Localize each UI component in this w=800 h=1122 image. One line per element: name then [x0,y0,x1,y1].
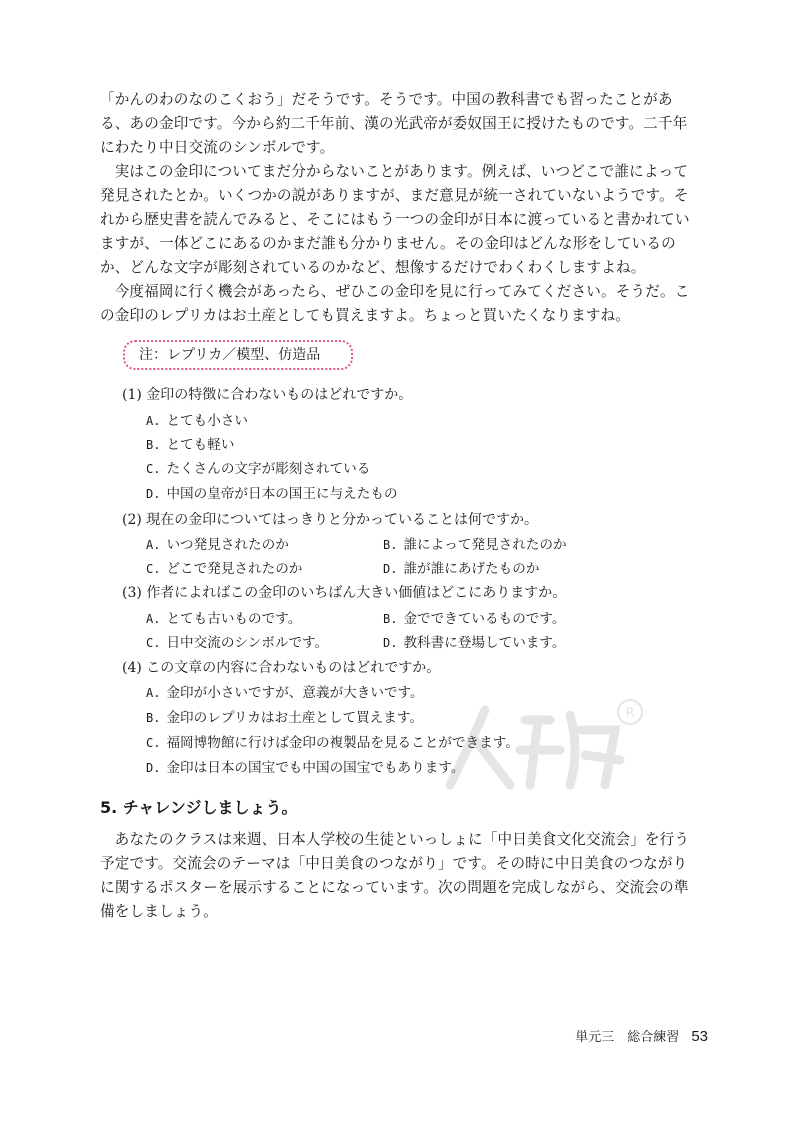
vocabulary-note: 注：レプリカ／模型、仿造品 [123,340,353,370]
passage-paragraph-3: 今度福岡に行く機会があったら、ぜひこの金印を見に行ってみてください。そうだ。この金印のレプリカはお土産としても買えますよ。ちょっと買いたくなりますね。 [100,283,690,324]
passage-paragraph-2: 実はこの金印についてまだ分からないことがあります。例えば、いつどこで誰によって発見されたとか。いくつかの説がありますが、まだ意見が統一されていないようです。それから歴史書を読んでみると、そこにはもう一つの金印が日本に渡っていると書かれていますが、一体どこにあるのかまだ誰も分かりません。その金印はどんな形をしているのか、どんな文字が彫刻されているのかなど、想像するだけでわくわくしますよね。 [100,163,690,276]
question-4: (4) この文章の内容に合わないものはどれですか。 [122,660,441,676]
q3-option-c: C. 日中交流のシンボルです。 [146,635,329,651]
q1-option-b: B. とても軽い [146,437,235,453]
q1-option-a: A. とても小さい [146,413,249,429]
q4-option-d: D. 金印は日本の国宝でも中国の国宝でもあります。 [146,760,465,776]
q3-option-a: A. とても古いものです。 [146,611,302,627]
q3-option-d: D. 教科書に登場しています。 [383,635,566,651]
section-5-instructions: あなたのクラスは来週、日本人学校の生徒といっしょに「中日美食文化交流会」を行う予定です。交流会のテーマは「中日美食のつながり」です。その時に中日美食のつながりに関するポスターを展示することになっています。次の問題を完成しながら、交流会の準備をしましょう。 [100,831,690,920]
q2-option-d: D. 誰が誰にあげたものか [383,561,540,577]
q2-option-c: C. どこで発見されたのか [146,561,303,577]
q4-option-c: C. 福岡博物館に行けば金印の複製品を見ることができます。 [146,735,519,751]
q2-option-a: A. いつ発見されたのか [146,537,289,553]
q4-option-b: B. 金印のレプリカはお土産として買えます。 [146,710,423,726]
question-2: (2) 現在の金印についてはっきりと分かっていることは何ですか。 [122,512,538,528]
q1-option-d: D. 中国の皇帝が日本の国王に与えたもの [146,486,398,502]
publisher-logo-watermark-icon [430,690,670,800]
q3-option-b: B. 金でできているものです。 [383,611,566,627]
q2-option-b: B. 誰によって発見されたのか [383,537,567,553]
q1-option-c: C. たくさんの文字が彫刻されている [146,461,371,477]
unit-label: 単元三 総合練習 [575,1030,680,1045]
question-1: (1) 金印の特徴に合わないものはどれですか。 [122,387,413,403]
svg-text:R: R [625,706,635,721]
page-footer [575,1027,708,1048]
q4-option-a: A. 金印が小さいですが、意義が大きいです。 [146,685,424,701]
section-5-title: 5. チャレンジしましょう。 [100,798,298,817]
passage-paragraph-1: 「かんのわのなのこくおう」だそうです。そうです。中国の教科書でも習ったことがある、あの金印です。今から約二千年前、漢の光武帝が委奴国王に授けたものです。二千年にわたり中日交流のシンボルです。 [100,91,688,156]
question-3: (3) 作者によればこの金印のいちばん大きい価値はどこにありますか。 [122,585,567,601]
page-number: 53 [691,1028,708,1045]
